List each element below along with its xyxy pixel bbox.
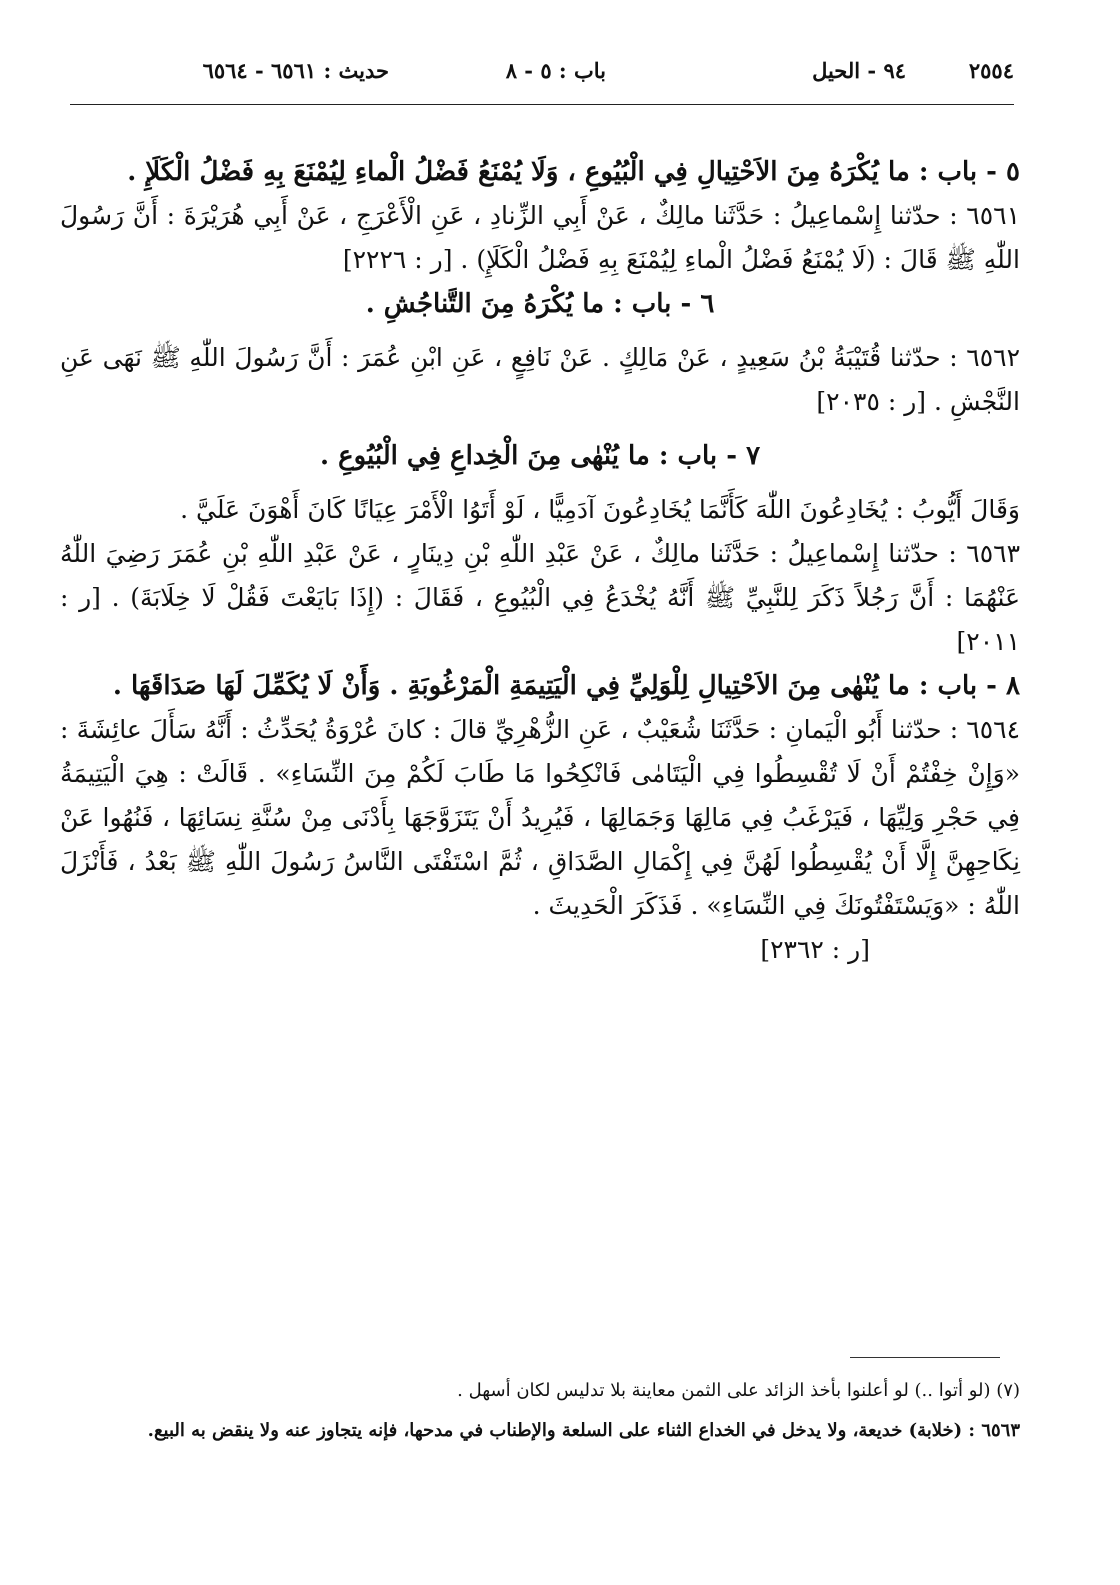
bab-range: باب : ٥ - ٨ — [505, 58, 606, 83]
hadith-6561: ٦٥٦١ : حدّثنا إِسْماعِيلُ : حَدَّثَنا مالِكٌ ، عَنْ أَبِي الزِّنادِ ، عَنِ الْأَعْرَجِ ، عَنْ أَبِي هُرَيْرَةَ : أَنَّ رَسُولَ اللّٰهِ ﷺ قَالَ : (لَا يُمْنَعُ فَضْلُ الْماءِ لِيُمْنَعَ بِهِ فَضْلُ الْكَلَإِ) . [ر : ٢٢٢٦] — [60, 201, 1020, 274]
hadith-6564: ٦٥٦٤ : حدّثنا أَبُو الْيَمانِ : حَدَّثَنَا شُعَيْبٌ ، عَنِ الزُّهْرِيِّ قالَ : كانَ عُرْوَةُ يُحَدِّثُ : أَنَّهُ سَأَلَ عائِشَةَ : «وَإِنْ خِفْتُمْ أَنْ لَا تُقْسِطُوا فِي الْيَتَامٰى فَانْكِحُوا مَا طَابَ لَكُمْ مِنَ النِّسَاءِ» . قَالَتْ : هِيَ الْيَتِيمَةُ فِي حَجْرِ وَلِيِّهَا ، فَيَرْغَبُ فِي مَالِهَا وَجَمَالِهَا ، فَيُرِيدُ أَنْ يَتَزَوَّجَهَا بِأَدْنَى مِنْ سُنَّةِ نِسَائِهَا ، فَنُهُوا عَنْ نِكَاحِهِنَّ إِلَّا أَنْ يُقْسِطُوا لَهُنَّ فِي إِكْمَالِ الصَّدَاقِ ، ثُمَّ اسْتَفْتَى النَّاسُ رَسُولَ اللّٰهِ ﷺ بَعْدُ ، فَأَنْزَلَ اللّٰهُ : «وَيَسْتَفْتُونَكَ فِي النِّسَاءِ» . فَذَكَرَ الْحَدِيثَ . — [60, 715, 1020, 920]
running-header — [70, 52, 1014, 96]
bab-8-title: ٨ - باب : ما يُنْهٰى مِنَ الاَحْتِيالِ لِلْوَلِيِّ فِي الْيَتِيمَةِ الْمَرْغُوبَةِ . وَأَنْ لَا يُكَمِّلَ لَهَا صَدَاقَهَا . — [112, 671, 1020, 701]
hadith-6564-reference: [ر : ٢٣٦٢] — [760, 935, 870, 964]
bab-7-title: ٧ - باب : ما يُنْهٰى مِنَ الْخِداعِ فِي الْبُيُوعِ . — [319, 441, 761, 471]
ayyub-statement: وَقَالَ أَيُّوبُ : يُخَادِعُونَ اللّٰهَ كَأَنَّمَا يُخَادِعُونَ آدَمِيًّا ، لَوْ أَتَوُا الْأَمْرَ عِيَانًا كَانَ أَهْوَنَ عَلَيَّ . — [180, 495, 1020, 524]
footnote-7: (٧) (لو أتوا ..) لو أعلنوا بأخذ الزائد على الثمن معاينة بلا تدليس لكان أسهل . — [457, 1380, 1020, 1401]
footnotes — [60, 1375, 1020, 1455]
book-title: ٩٤ - الحيل — [812, 58, 906, 83]
page-number: ٢٥٥٤ — [968, 58, 1014, 83]
header-rule — [70, 104, 1014, 105]
bab-5-title: ٥ - باب : ما يُكْرَهُ مِنَ الاَحْتِيالِ فِي الْبُيُوعِ ، وَلَا يُمْنَعُ فَضْلُ الْماءِ لِيُمْنَعَ بِهِ فَضْلُ الْكَلَإِ . — [127, 157, 1020, 187]
footnote-6563: ٦٥٦٣ : (خلابة) خديعة، ولا يدخل في الخداع الثناء على السلعة والإطناب في مدحها، فإنه يتجاوز عنه ولا ينقض به البيع. — [147, 1420, 1020, 1441]
footnote-rule — [850, 1357, 1000, 1358]
hadith-6562: ٦٥٦٢ : حدّثنا قُتَيْبَةُ بْنُ سَعِيدٍ ، عَنْ مَالِكٍ . عَنْ نَافِعٍ ، عَنِ ابْنِ عُمَرَ : أَنَّ رَسُولَ اللّٰهِ ﷺ نَهَى عَنِ النَّجْشِ . [ر : ٢٠٣٥] — [60, 343, 1020, 416]
hadith-6563: ٦٥٦٣ : حدّثنا إِسْماعِيلُ : حَدَّثَنا مالِكٌ ، عَنْ عَبْدِ اللّٰهِ بْنِ دِينَارٍ ، عَنْ عَبْدِ اللّٰهِ بْنِ عُمَرَ رَضِيَ اللّٰهُ عَنْهُمَا : أَنَّ رَجُلاً ذَكَرَ لِلنَّبِيِّ ﷺ أَنَّهُ يُخْدَعُ فِي الْبُيُوعِ ، فَقَالَ : (إِذَا بَايَعْتَ فَقُلْ لَا خِلَابَةَ) . [ر : ٢٠١١] — [60, 539, 1020, 656]
main-text — [60, 150, 1020, 972]
bab-6-title: ٦ - باب : ما يُكْرَهُ مِنَ التَّناجُشِ . — [365, 289, 715, 319]
hadith-range: حديث : ٦٥٦١ - ٦٥٦٤ — [202, 58, 389, 83]
